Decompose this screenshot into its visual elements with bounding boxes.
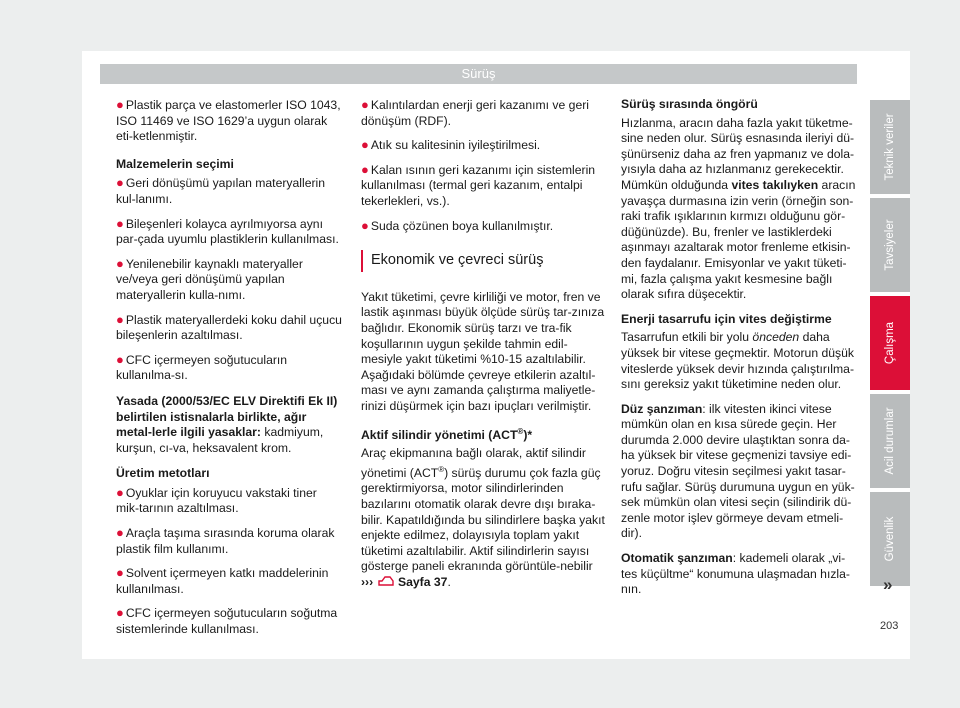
- paragraph: Düz şanzıman: ilk vitesten ikinci vitese mümkün olan en kısa sürede geçin. Her durumda 2.000 devire ulaştıktan sonra da-ha yüksek bir vitese geçmenizi tavsiye edi-yoruz. Doğru vitesin seçilmesi yakıt tasar-rufu sağlar. Sürüş durumuna uygun en yük-sek mümkün olan vitesi seçin (silindirik dü-zenle motor işlev görmeye devam etmeli-dir).: [621, 401, 855, 541]
- list-item: ● Atık su kalitesinin iyileştirilmesi.: [361, 137, 541, 153]
- italic-text: önceden: [752, 330, 800, 345]
- list-item: ● Oyuklar için koruyucu vakstaki tiner mik-tarının azaltılması.: [116, 484, 317, 516]
- bullet-icon: ●: [361, 161, 369, 177]
- bullet-icon: ●: [361, 217, 369, 233]
- subheading: Sürüş sırasında öngörü: [621, 97, 758, 111]
- tab-tavsiyeler[interactable]: Tavsiyeler: [870, 198, 910, 292]
- tab-guvenlik[interactable]: Güvenlik: [870, 492, 910, 586]
- bullet-icon: ●: [116, 565, 124, 581]
- list-item: ● Kalan ısının geri kazanımı için sistemlerin kullanılması (termal geri kazanım, entalpi tekerlekleri, vs.).: [361, 161, 596, 208]
- subheading: Aktif silindir yönetimi (ACT®)*: [361, 426, 533, 442]
- paragraph: Tasarrufun etkili bir yolu önceden daha yüksek bir vitese geçmektir. Motorun düşük viteslerde yüksek devir hızında çalıştırılma-sını gereksiz yakıt tüketimine neden olur.: [621, 330, 855, 392]
- bullet-icon: ●: [116, 605, 124, 621]
- tab-teknik-veriler[interactable]: Teknik veriler: [870, 100, 910, 194]
- subheading: Üretim metotları: [116, 466, 210, 481]
- subheading: Enerji tasarrufu için vites değiştirme: [621, 311, 832, 326]
- bullet-icon: ●: [116, 97, 124, 112]
- bold-text: Düz şanzıman: [621, 401, 703, 416]
- list-item: ● Plastik materyallerdeki koku dahil uçucu bileşenlerin azaltılması.: [116, 311, 342, 343]
- column-3: [621, 97, 856, 607]
- page-header: Sürüş: [100, 64, 857, 84]
- list-item: ● Yenilenebilir kaynaklı materyaller ve/veya geri dönüşümü yapılan materyallerin kulla-nımı.: [116, 255, 303, 302]
- bullet-icon: ●: [116, 175, 124, 191]
- paragraph: Yasada (2000/53/EC ELV Direktifi Ek II) belirtilen istisnalarla birlikte, ağır metal-lerle ilgili yasaklar: kadmiyum, kurşun, cı-va, heksavalent krom.: [116, 393, 338, 455]
- bold-text: Otomatik şanzıman: [621, 551, 733, 566]
- bold-text: vites takılıyken: [731, 177, 819, 192]
- list-item: ● Geri dönüşümü yapılan materyallerin kul-lanımı.: [116, 175, 326, 206]
- bullet-icon: ●: [116, 255, 124, 271]
- paragraph: Hızlanma, aracın daha fazla yakıt tüketme-sine neden olur. Sürüş esnasında ileriyi dü-şünürseniz daha az fren yapmanız ve dola-yısıyla daha az hızlanmanız gerekecektir. Mümkün olduğunda vites takılıyken aracın yavaşça durmasına izin verin (örneğin son-raki trafik ışıklarının kırmızı olduğunu gör-düğünüzde). Bu, frenler ve lastiklerdeki aşınmayı azaltarak motor frenleme etkisin-den faydalanır. Emisyonlar ve yakıt tüketi-mi, fazla çalışma yakıt kesmesine bağlı olarak sıfıra düşecektir.: [621, 115, 856, 302]
- list-item: ● CFC içermeyen soğutucuların kullanılma-sı.: [116, 351, 288, 383]
- bullet-icon: ●: [361, 137, 369, 153]
- bullet-icon: ●: [116, 484, 124, 500]
- page-link[interactable]: ››› Sayfa 37: [361, 574, 448, 589]
- list-item: ● Kalıntılardan enerji geri kazanımı ve geri dönüşüm (RDF).: [361, 97, 589, 128]
- list-item: ● Suda çözünen boya kullanılmıştır.: [361, 217, 554, 233]
- list-item: ● Araçla taşıma sırasında koruma olarak plastik film kullanımı.: [116, 525, 335, 556]
- tab-acil-durumlar[interactable]: Acil durumlar: [870, 394, 910, 488]
- section-heading: Ekonomik ve çevreci sürüş: [361, 250, 605, 272]
- list-item: ● Solvent içermeyen katkı maddelerinin kullanılması.: [116, 565, 329, 596]
- bullet-icon: ●: [116, 525, 124, 541]
- list-item: ● Plastik parça ve elastomerler ISO 1043, ISO 11469 ve ISO 1629’a uygun olarak eti-ketlenmiştir.: [116, 97, 341, 144]
- list-item: ● CFC içermeyen soğutucuların soğutma sistemlerinde kullanılması.: [116, 605, 338, 637]
- column-1: [116, 97, 342, 646]
- subheading: Malzemelerin seçimi: [116, 156, 234, 171]
- list-item: ● Bileşenleri kolayca ayrılmıyorsa aynı par-çada uyumlu plastiklerin kullanılması.: [116, 215, 339, 247]
- bullet-icon: ●: [116, 311, 124, 327]
- bullet-icon: ●: [116, 215, 124, 231]
- paragraph: Otomatik şanzıman: kademeli olarak „vi-tes küçültme“ konumuna ulaşmadan hızla-nın.: [621, 551, 850, 597]
- page-number: 203: [880, 620, 899, 632]
- continue-icon: »: [883, 575, 893, 594]
- paragraph: Yakıt tüketimi, çevre kirliliği ve motor, fren ve lastik aşınması büyük ölçüde sürüş tar-zınıza bağlıdır. Ekonomik sürüş tarzı ve tra-fik koşullarının uygun şekilde tahmin edil-mesiyle yakıt tüketimi %10-15 azaltılabilir. Aşağıdaki bölümde çevreye etkilerin azaltıl-ması ve aynı zamanda çalıştırma maliyetle-rinizi düşürmek için bazı ipuçları verilmiştir.: [361, 289, 605, 413]
- bullet-icon: ●: [116, 351, 124, 367]
- column-2: [361, 97, 605, 600]
- bullet-icon: ●: [361, 97, 369, 112]
- car-icon: [377, 575, 395, 587]
- bold-text: Yasada (2000/53/EC ELV Direktifi Ek II) belirtilen istisnalarla birlikte, ağır metal-lerle ilgili yasaklar:: [116, 393, 338, 440]
- tab-calisma[interactable]: Çalışma: [870, 296, 910, 390]
- paragraph: Araç ekipmanına bağlı olarak, aktif silindir yönetimi (ACT®) sürüş durumu çok fazla güç gerektirmiyorsa, motor silindirlerinden bazılarını otomatik olarak devre dışı bıraka-bilir. Kapatıldığında bu silindirlere başka yakıt enjekte edilmez, dolayısıyla toplam yakıt tüketimi azaltılabilir. Aktif silindirlerin sayısı gösterge paneli ekranında görüntüle-nebilir ››› Sayfa 37.: [361, 446, 605, 589]
